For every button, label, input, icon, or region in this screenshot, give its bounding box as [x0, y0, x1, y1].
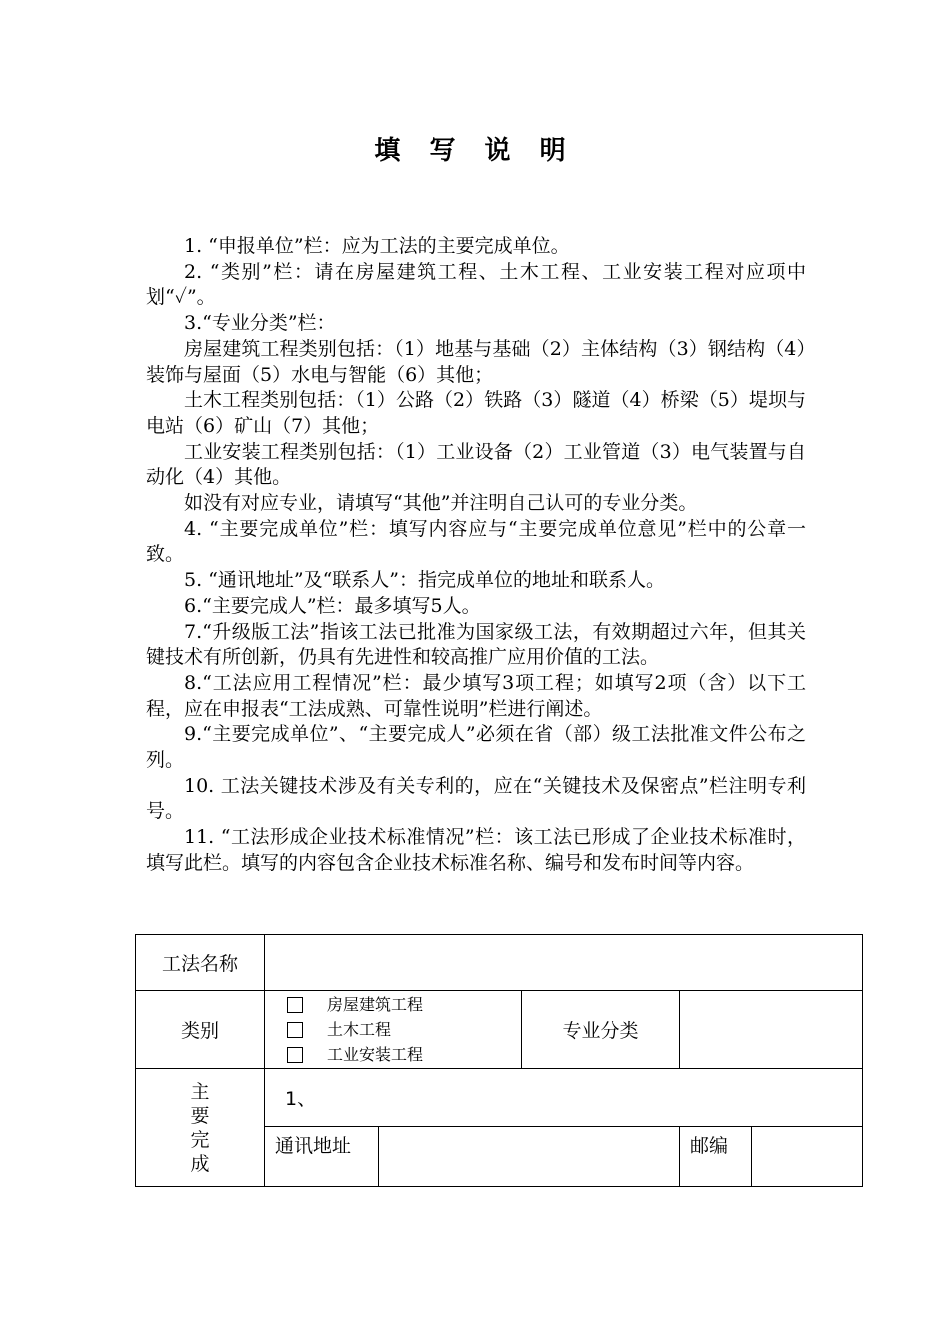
method-name-field[interactable] [265, 935, 863, 991]
category-label: 类别 [136, 991, 265, 1069]
instruction-4: 4. “主要完成单位”栏：填写内容应与“主要完成单位意见”栏中的公章一致。 [146, 517, 806, 566]
instruction-11: 11. “工法形成企业技术标准情况”栏：该工法已形成了企业技术标准时，填写此栏。填写的内容包含企业技术标准名称、编号和发布时间等内容。 [146, 826, 806, 874]
main-unit-1-field[interactable] [265, 1069, 863, 1127]
instruction-10: 10. 工法关键技术涉及有关专利的，应在“关键技术及保密点”栏注明专利号。 [146, 774, 806, 823]
category-option-civil-label: 土木工程 [327, 1020, 392, 1039]
specialty-label: 专业分类 [522, 991, 680, 1069]
category-options [265, 991, 522, 1069]
instruction-6: 6.“主要完成人”栏：最多填写5人。 [184, 594, 481, 617]
instruction-3-civil: 土木工程类别包括：（1）公路（2）铁路（3）隧道（4）桥梁（5）堤坝与电站（6）矿山（7）其他； [146, 389, 806, 437]
category-option-building[interactable] [287, 992, 521, 1017]
postcode-label: 邮编 [680, 1127, 752, 1187]
instruction-3: 3.“专业分类”栏： [184, 312, 336, 335]
main-unit-label: 主 要 完 成 [136, 1069, 265, 1187]
instruction-9: 9.“主要完成单位”、“主要完成人”必须在省（部）级工法批准文件公布之列。 [146, 723, 806, 772]
instruction-3-industrial: 工业安装工程类别包括：（1）工业设备（2）工业管道（3）电气装置与自动化（4）其他。 [146, 440, 806, 489]
page-title: 填 写 说 明 [374, 136, 576, 166]
application-form-table [135, 934, 863, 1187]
instruction-7: 7.“升级版工法”指该工法已批准为国家级工法，有效期超过六年，但其关键技术有所创新，仍具有先进性和较高推广应用价值的工法。 [146, 620, 806, 669]
checkbox-icon[interactable] [287, 1047, 303, 1063]
instruction-3-building: 房屋建筑工程类别包括：（1）地基与基础（2）主体结构（3）钢结构（4）装饰与屋面（5）水电与智能（6）其他； [146, 337, 806, 386]
instructions-list [146, 234, 806, 877]
checkbox-icon[interactable] [287, 997, 303, 1013]
instruction-1: 1. “申报单位”栏：应为工法的主要完成单位。 [184, 235, 570, 257]
category-option-industrial-label: 工业安装工程 [327, 1045, 424, 1064]
method-name-label: 工法名称 [136, 935, 265, 991]
category-option-building-label: 房屋建筑工程 [327, 995, 424, 1014]
main-unit-1-number: 1、 [285, 1088, 317, 1110]
checkbox-icon[interactable] [287, 1022, 303, 1038]
address-label: 通讯地址 [265, 1127, 379, 1187]
instruction-2: 2. “类别”栏：请在房屋建筑工程、土木工程、工业安装工程对应项中划“✓”。 [146, 260, 806, 309]
postcode-field[interactable] [752, 1127, 863, 1187]
instruction-3-other: 如没有对应专业，请填写“其他”并注明自己认可的专业分类。 [184, 492, 698, 515]
category-option-industrial[interactable] [287, 1042, 521, 1067]
address-field[interactable] [379, 1127, 680, 1187]
category-option-civil[interactable] [287, 1017, 521, 1042]
instruction-8: 8.“工法应用工程情况”栏：最少填写3项工程；如填写2项（含）以下工程，应在申报表“工法成熟、可靠性说明”栏进行阐述。 [146, 671, 806, 720]
instruction-5: 5. “通讯地址”及“联系人”：指完成单位的地址和联系人。 [184, 569, 666, 592]
specialty-field[interactable] [680, 991, 863, 1069]
